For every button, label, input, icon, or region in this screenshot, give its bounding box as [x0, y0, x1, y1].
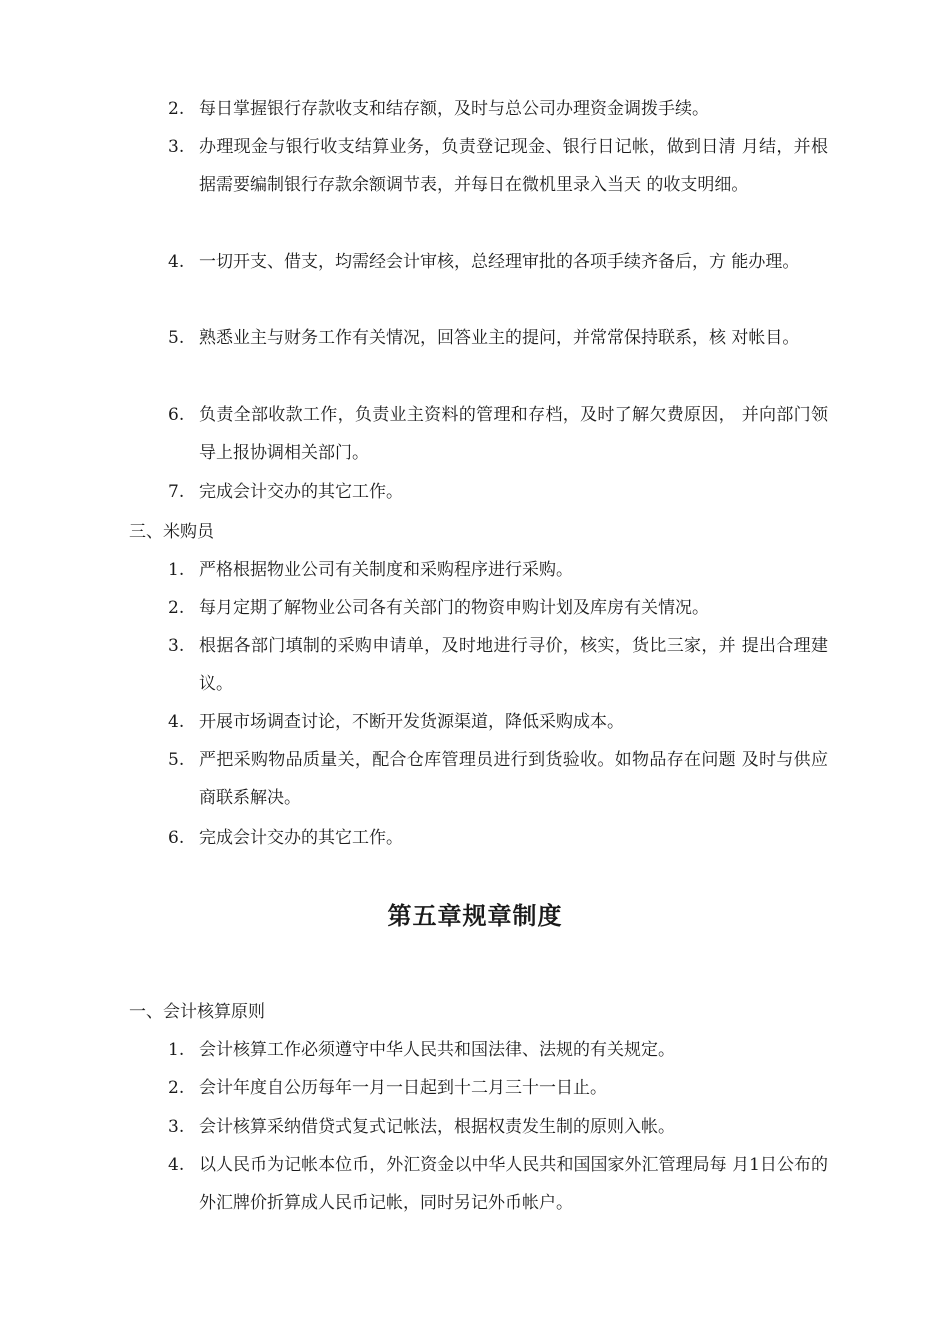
item-text: 开展市场调查讨论，不断开发货源渠道，降低采购成本。 [199, 712, 624, 732]
item-number: 1. [168, 560, 185, 580]
item-number: 2. [168, 598, 185, 618]
item-number: 4. [168, 252, 185, 272]
list-item [168, 551, 828, 589]
list-item [168, 243, 828, 281]
item-text: 每月定期了解物业公司各有关部门的物资申购计划及库房有关情况。 [199, 598, 709, 618]
item-text: 一切开支、借支，均需经会计审核，总经理审批的各项手续齐备后，方 能办理。 [199, 252, 800, 272]
list-item [168, 703, 828, 741]
item-number: 1. [168, 1040, 185, 1060]
item-number: 3. [168, 1117, 185, 1137]
item-text: 严把采购物品质量关，配合仓库管理员进行到货验收。如物品存在问题 及时与供应商联系解决。 [199, 750, 828, 808]
item-text: 完成会计交办的其它工作。 [199, 828, 403, 848]
item-number: 6. [168, 405, 185, 425]
list-item [168, 627, 828, 703]
chapter-title: 第五章规章制度 [387, 902, 563, 930]
item-number: 5. [168, 328, 185, 348]
item-number: 2. [168, 99, 185, 119]
item-number: 3. [168, 137, 185, 157]
item-text: 会计核算采纳借贷式复式记帐法，根据权责发生制的原则入帐。 [199, 1117, 675, 1137]
item-text: 熟悉业主与财务工作有关情况，回答业主的提问，并常常保持联系，核 对帐目。 [199, 328, 800, 348]
list-item [168, 473, 828, 511]
list-item [168, 1146, 828, 1222]
list-item [168, 128, 828, 204]
item-text: 完成会计交办的其它工作。 [199, 482, 403, 502]
item-number: 5. [168, 750, 185, 770]
list-item [168, 819, 828, 857]
item-text: 每日掌握银行存款收支和结存额，及时与总公司办理资金调拨手续。 [199, 99, 709, 119]
list-item [168, 396, 828, 472]
section-heading-accounting: 一、会计核算原则 [129, 1002, 265, 1022]
item-number: 4. [168, 1155, 185, 1175]
item-text: 以人民币为记帐本位币，外汇资金以中华人民共和国国家外汇管理局每 月1日公布的外汇牌价折算成人民币记帐，同时另记外币帐户。 [199, 1155, 828, 1213]
item-text: 根据各部门填制的采购申请单，及时地进行寻价，核实，货比三家，并 提出合理建议。 [199, 636, 828, 694]
list-item [168, 90, 828, 128]
list-item [168, 1069, 828, 1107]
item-number: 4. [168, 712, 185, 732]
list-item [168, 1108, 828, 1146]
item-text: 会计核算工作必须遵守中华人民共和国法律、法规的有关规定。 [199, 1040, 675, 1060]
list-item [168, 589, 828, 627]
section-heading-purchaser: 三、米购员 [129, 522, 214, 542]
item-number: 6. [168, 828, 185, 848]
list-item [168, 1031, 828, 1069]
item-text: 办理现金与银行收支结算业务，负责登记现金、银行日记帐，做到日清 月结，并根据需要编制银行存款余额调节表，并每日在微机里录入当天 的收支明细。 [199, 137, 828, 195]
item-number: 7. [168, 482, 185, 502]
list-item [168, 319, 828, 357]
item-text: 严格根据物业公司有关制度和采购程序进行采购。 [199, 560, 573, 580]
list-item [168, 741, 828, 817]
item-number: 3. [168, 636, 185, 656]
item-text: 会计年度自公历每年一月一日起到十二月三十一日止。 [199, 1078, 607, 1098]
item-text: 负责全部收款工作，负责业主资料的管理和存档，及时了解欠费原因， 并向部门领导上报协调相关部门。 [199, 405, 828, 463]
item-number: 2. [168, 1078, 185, 1098]
